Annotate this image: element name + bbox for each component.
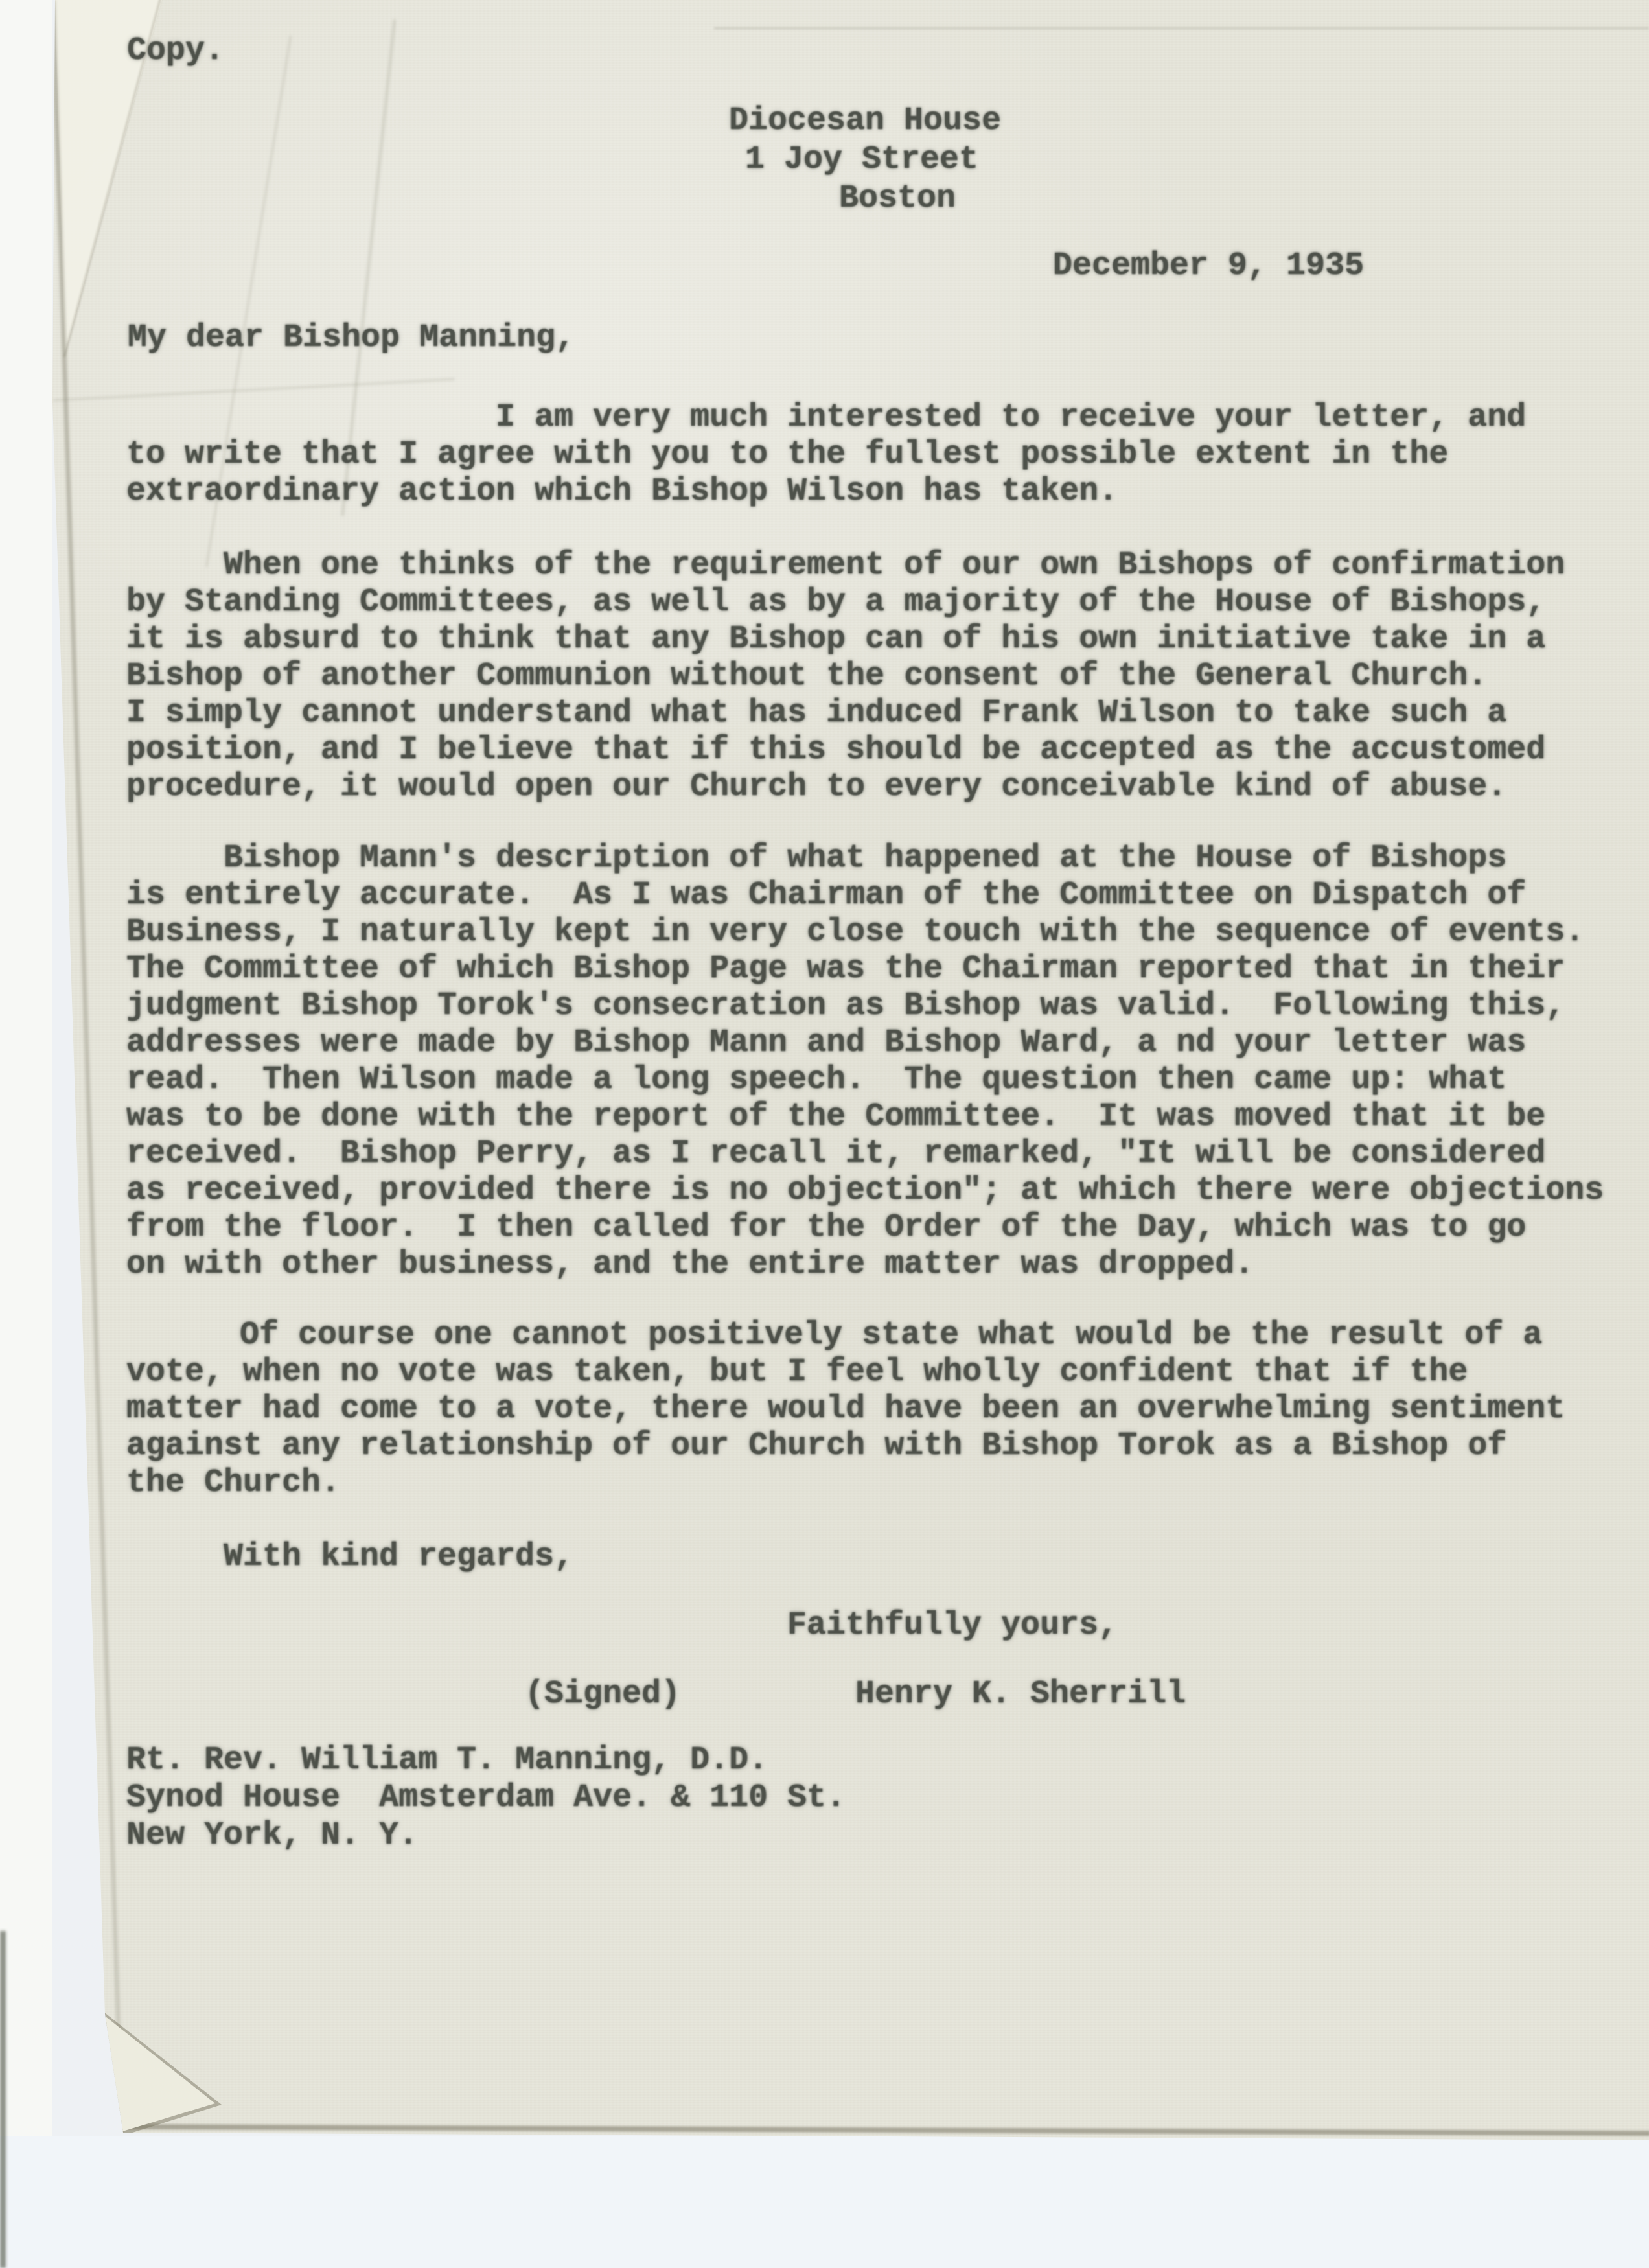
signature-name: Henry K. Sherrill <box>855 1676 1186 1713</box>
valediction: Faithfully yours, <box>787 1607 1118 1644</box>
text-line: as received, provided there is no objection"; at which there were objections <box>126 1172 1604 1209</box>
recipient-address-block <box>126 1742 846 1855</box>
letter-date: December 9, 1935 <box>1053 248 1365 284</box>
text-line: I am very much interested to receive your letter, and <box>496 399 1527 436</box>
text-line: Bishop of another Communion without the consent of the General Church. <box>126 658 1488 695</box>
text-line: When one thinks of the requirement of our own Bishops of confirmation <box>224 547 1565 584</box>
text-line: received. Bishop Perry, as I recall it, remarked, "It will be considered <box>126 1135 1546 1172</box>
text-line: procedure, it would open our Church to every conceivable kind of abuse. <box>126 769 1507 805</box>
text-line: The Committee of which Bishop Page was the Chairman reported that in their <box>126 951 1565 988</box>
text-line: it is absurd to think that any Bishop can of his own initiative take in a <box>126 621 1546 658</box>
kind-regards: With kind regards, <box>224 1538 574 1575</box>
text-line: against any relationship of our Church with Bishop Torok as a Bishop of <box>126 1428 1507 1464</box>
text-line: on with other business, and the entire matter was dropped. <box>126 1246 1254 1283</box>
text-line: Of course one cannot positively state what would be the result of a <box>240 1317 1543 1354</box>
text-line: Business, I naturally kept in very close touch with the sequence of events. <box>126 914 1585 951</box>
signed-label: (Signed) <box>525 1676 681 1713</box>
text-line: I simply cannot understand what has induced Frank Wilson to take such a <box>126 695 1507 732</box>
text-line: is entirely accurate. As I was Chairman of the Committee on Dispatch of <box>126 877 1527 914</box>
text-line: vote, when no vote was taken, but I feel wholly confident that if the <box>126 1354 1468 1391</box>
text-line: matter had come to a vote, there would have been an overwhelming sentiment <box>126 1391 1565 1428</box>
text-line: the Church. <box>126 1464 341 1501</box>
text-line: to write that I agree with you to the fullest possible extent in the <box>126 436 1449 473</box>
text-line: Synod House Amsterdam Ave. & 110 St. <box>126 1779 846 1816</box>
paragraph-2 <box>126 547 1565 805</box>
text-line: read. Then Wilson made a long speech. The question then came up: what <box>126 1061 1507 1098</box>
text-line: position, and I believe that if this should be accepted as the accustomed <box>126 732 1546 769</box>
text-line: Rt. Rev. William T. Manning, D.D. <box>126 1742 768 1779</box>
text-line: judgment Bishop Torok's consecration as Bishop was valid. Following this, <box>126 988 1565 1024</box>
text-line: Bishop Mann's description of what happened at the House of Bishops <box>224 840 1507 877</box>
text-line: addresses were made by Bishop Mann and Bishop Ward, a nd your letter was <box>126 1024 1527 1061</box>
letterhead-street: 1 Joy Street <box>745 141 979 178</box>
paragraph-1 <box>126 399 1526 510</box>
text-line: by Standing Committees, as well as by a majority of the House of Bishops, <box>126 584 1546 621</box>
text-line: New York, N. Y. <box>126 1817 419 1854</box>
letterhead-city: Boston <box>839 180 956 217</box>
paragraph-3 <box>126 840 1604 1283</box>
text-line: from the floor. I then called for the Order of the Day, which was to go <box>126 1209 1527 1246</box>
text-line: was to be done with the report of the Committee. It was moved that it be <box>126 1098 1546 1135</box>
copy-label: Copy. <box>127 32 225 69</box>
text-line: extraordinary action which Bishop Wilson has taken. <box>126 473 1118 510</box>
salutation: My dear Bishop Manning, <box>128 319 575 356</box>
letterhead-name: Diocesan House <box>729 102 1002 139</box>
paragraph-4 <box>126 1317 1565 1501</box>
